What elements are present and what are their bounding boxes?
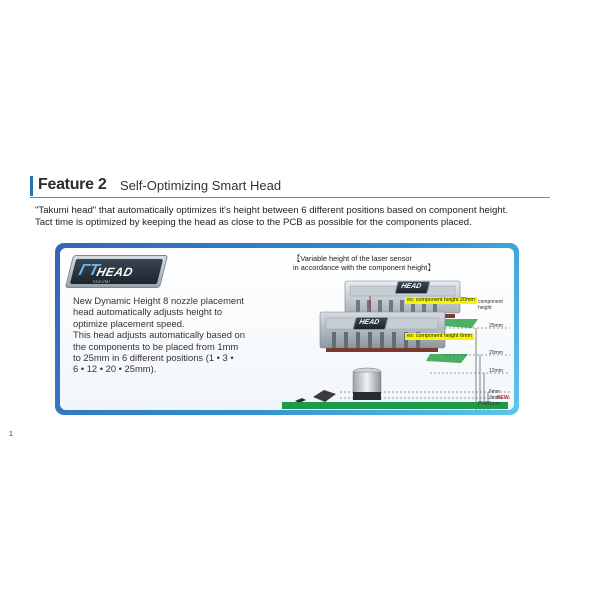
body-line: 6 • 12 • 20 • 25mm).: [73, 363, 157, 375]
logo-subtext: TAKUMI: [91, 279, 111, 284]
feature-panel-inner: [60, 248, 514, 410]
body-line: to 25mm in 6 different positions (1 • 3 •: [73, 352, 234, 364]
tag-component-height-6: ex: component height 6mm: [407, 333, 473, 339]
body-line: head automatically adjusts height to: [73, 306, 223, 318]
feature-underline: [30, 197, 550, 198]
lower-head-logo: HEAD: [352, 317, 388, 330]
head-height-illustration: [210, 276, 510, 410]
upper-head-logo: HEAD: [394, 281, 430, 294]
height-20mm-label: 20mm: [489, 350, 503, 356]
pwb-label: PWB: [478, 401, 490, 407]
height-3mm-label: 3mm: [489, 395, 501, 401]
height-25mm-label: 25mm: [489, 323, 503, 329]
tag-component-height-20: ex: component height 20mm: [407, 297, 476, 303]
sensor-caption: 【Variable height of the laser sensor in accordance with the component height】: [293, 254, 435, 272]
body-line: optimize placement speed.: [73, 317, 185, 329]
page-number: 1: [9, 431, 13, 438]
pcb-board: [282, 402, 508, 409]
height-6mm-label: 6mm: [489, 389, 501, 395]
component-height-label: component height: [478, 299, 503, 311]
height-bars: [476, 328, 488, 410]
components: [295, 368, 381, 403]
feature-header: [30, 176, 550, 196]
body-line: New Dynamic Height 8 nozzle placement: [73, 295, 244, 306]
feature-accent-bar: [30, 176, 33, 196]
takumi-head-logo: [65, 255, 168, 288]
body-line: the components to be placed from 1mm: [73, 340, 239, 352]
new-badge: NEW: [497, 395, 509, 401]
height-12mm-label: 12mm: [489, 368, 503, 374]
logo-mark-icon: ΓT: [77, 262, 101, 279]
logo-text: HEAD: [95, 265, 135, 279]
body-line: This head adjusts automatically based on: [73, 329, 245, 341]
feature-panel: [55, 243, 519, 415]
feature-number: Feature 2: [38, 176, 107, 193]
height-1mm-label: 1mm: [489, 401, 501, 407]
feature-title: Self-Optimizing Smart Head: [120, 178, 282, 193]
feature-description: "Takumi head" that automatically optimizes it's height between 6 different positions based on component height. Tact time is optimized by keeping the head as close to the PCB as possible for the components placed.: [35, 205, 508, 228]
